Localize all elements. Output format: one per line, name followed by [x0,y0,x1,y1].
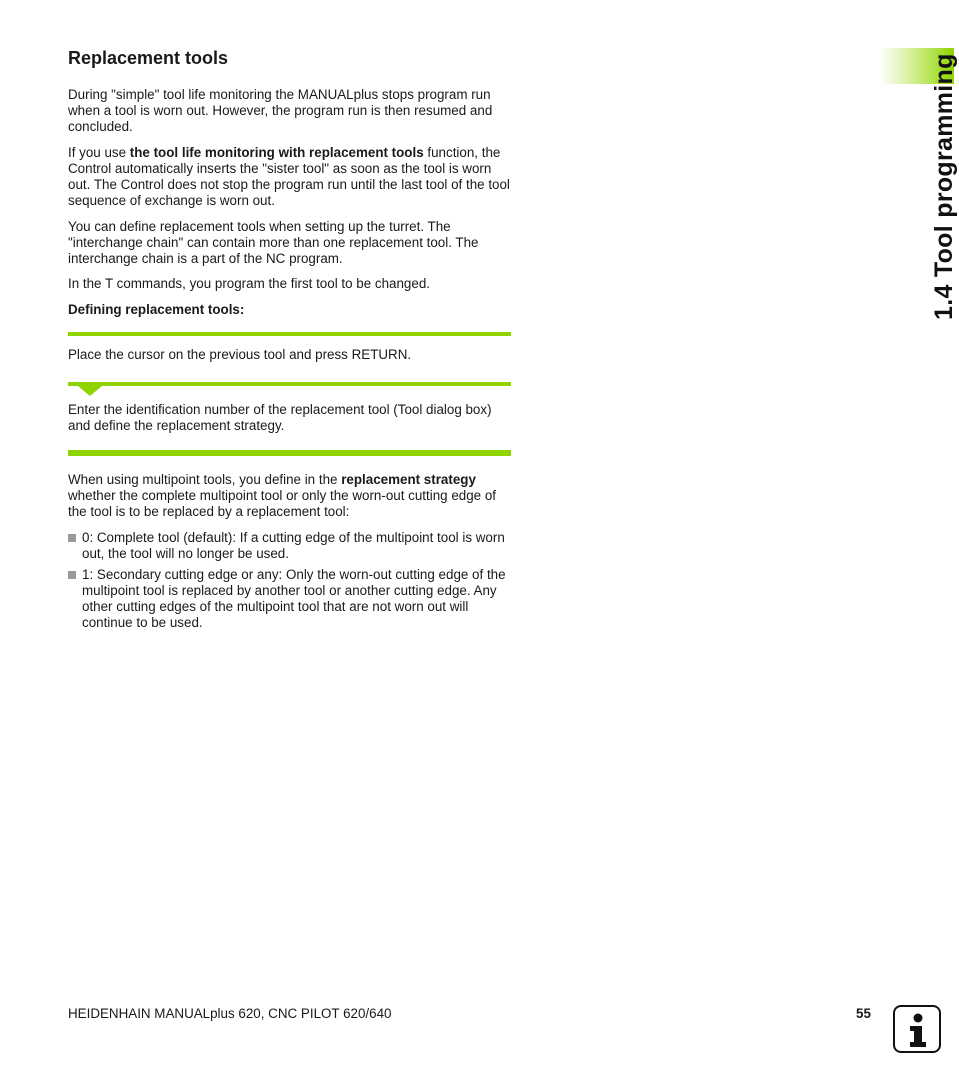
p2-pre: If you use [68,145,130,160]
subheading-defining: Defining replacement tools: [68,302,245,317]
paragraph-replacement-function [68,145,513,209]
p2-post: function, the Control automatically inserts the "sister tool" as soon as the tool is worn out. The Control does not stop the program run until the last tool of the tool sequence of exchange is worn out. [68,145,510,208]
footer-product-name: HEIDENHAIN MANUALplus 620, CNC PILOT 620/640 [68,1006,392,1021]
p5-post: whether the complete multipoint tool or only the worn-out cutting edge of the tool is to be replaced by a replacement tool: [68,488,497,519]
p5-bold: replacement strategy [341,472,476,487]
step-1-text: Place the cursor on the previous tool and press RETURN. [68,347,412,362]
info-icon [893,1005,941,1053]
square-bullet-icon [68,571,76,579]
paragraph-simple-monitoring: During "simple" tool life monitoring the MANUALplus stops program run when a tool is worn out. However, the program run is then resumed and concluded. [68,87,493,134]
page-number: 55 [856,1006,871,1021]
paragraph-interchange-chain: You can define replacement tools when setting up the turret. The "interchange chain" can contain more than one replacement tool. The interchange chain is a part of the NC program. [68,219,479,266]
step-2-text: Enter the identification number of the replacement tool (Tool dialog box) and define the replacement strategy. [68,402,492,433]
p5-pre: When using multipoint tools, you define in the [68,472,342,487]
step-divider-1 [68,332,511,336]
p2-bold: the tool life monitoring with replacement tools [129,145,424,160]
square-bullet-icon [68,534,76,542]
paragraph-t-commands: In the T commands, you program the first tool to be changed. [68,276,430,291]
step-arrow-icon [78,386,102,396]
list-item-text: 1: Secondary cutting edge or any: Only the worn-out cutting edge of the multipoint tool is replaced by another tool or another cutting edge. Any other cutting edges of the multipoint tool that are not worn out will continue to be used. [82,567,506,630]
section-title: Replacement tools [68,48,229,68]
list-item [68,567,513,631]
list-item-text: 0: Complete tool (default): If a cutting edge of the multipoint tool is worn out, the tool will no longer be used. [82,530,505,561]
steps-end-divider [68,450,511,456]
step-divider-2 [68,382,511,386]
chapter-title: 1.4 Tool programming [930,53,958,320]
info-icon-glyph [895,1007,939,1051]
list-item [68,530,513,562]
paragraph-strategy [68,472,513,520]
